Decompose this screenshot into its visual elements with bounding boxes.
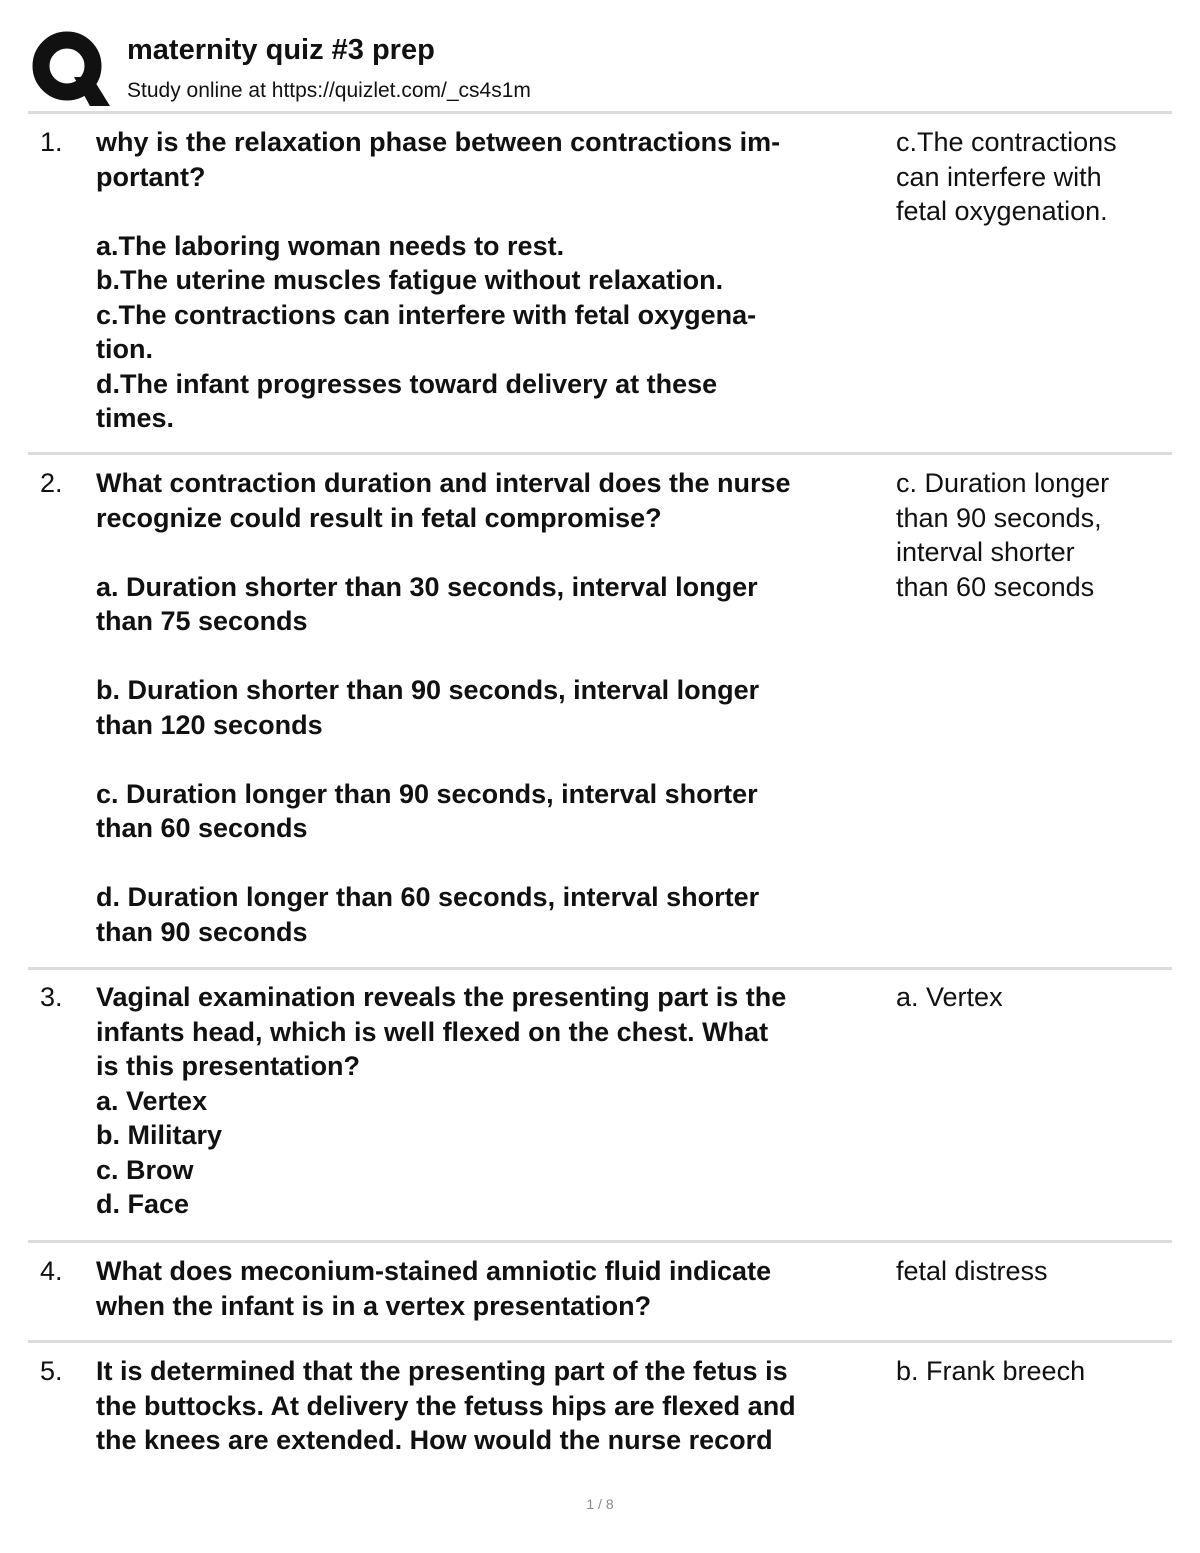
question-line: than 90 seconds	[96, 916, 308, 947]
answer-line: fetal oxygenation.	[896, 196, 1108, 226]
question-text	[96, 1354, 888, 1458]
question-text	[96, 980, 888, 1222]
question-line: Vaginal examination reveals the presenting part is the	[96, 982, 787, 1012]
question-line: the knees are extended. How would the nurse record	[96, 1425, 773, 1455]
question-line: d. Duration longer than 60 seconds, interval shorter	[96, 882, 760, 912]
card-number: 1.	[40, 127, 63, 157]
question-line: a. Duration shorter than 30 seconds, interval longer	[96, 571, 758, 602]
question-text	[96, 466, 888, 949]
question-line: is this presentation?	[96, 1051, 361, 1081]
answer-line: c.The contractions	[896, 127, 1117, 157]
question-line: d.The infant progresses toward delivery at these	[96, 368, 718, 399]
question-text	[96, 125, 888, 436]
study-link[interactable]: Study online at https://quizlet.com/_cs4s1m	[127, 79, 531, 102]
card-number: 4.	[40, 1256, 63, 1286]
question-line: b. Military	[96, 1120, 223, 1150]
answer-text	[896, 980, 1176, 1015]
answer-line: can interfere with	[896, 161, 1102, 192]
answer-line: interval shorter	[896, 537, 1075, 567]
question-line: What does meconium-stained amniotic fluid indicate	[96, 1256, 772, 1286]
question-line: b.The uterine muscles fatigue without relaxation.	[96, 265, 724, 295]
blank-line	[96, 742, 888, 777]
divider	[28, 1340, 1172, 1343]
question-line: d. Face	[96, 1189, 190, 1219]
blank-line	[96, 846, 888, 881]
blank-line	[96, 535, 888, 570]
question-text	[96, 1254, 888, 1323]
question-line: why is the relaxation phase between contractions im-	[96, 127, 781, 157]
quizlet-q-logo-icon	[30, 28, 110, 108]
page-indicator: 1 / 8	[586, 1496, 614, 1512]
blank-line	[96, 194, 888, 229]
question-line: recognize could result in fetal compromise?	[96, 502, 662, 533]
question-line: b. Duration shorter than 90 seconds, interval longer	[96, 675, 760, 705]
question-line: It is determined that the presenting part of the fetus is	[96, 1356, 788, 1386]
divider	[28, 967, 1172, 970]
question-line: the buttocks. At delivery the fetuss hips are flexed and	[96, 1390, 796, 1421]
question-line: infants head, which is well flexed on the chest. What	[96, 1016, 769, 1047]
question-line: What contraction duration and interval does the nurse	[96, 468, 791, 498]
question-line: when the infant is in a vertex presentation?	[96, 1290, 652, 1321]
divider	[28, 111, 1172, 114]
question-line: c.The contractions can interfere with fetal oxygena-	[96, 299, 757, 330]
page-header	[30, 28, 1172, 110]
page-title: maternity quiz #3 prep	[127, 34, 435, 66]
answer-line: b. Frank breech	[896, 1356, 1086, 1386]
answer-text	[896, 466, 1176, 604]
card-number: 3.	[40, 982, 63, 1012]
divider	[28, 452, 1172, 455]
answer-line: than 90 seconds,	[896, 502, 1102, 533]
answer-line: than 60 seconds	[896, 571, 1095, 602]
answer-line: fetal distress	[896, 1256, 1048, 1286]
question-line: than 60 seconds	[96, 813, 308, 843]
question-line: than 75 seconds	[96, 606, 308, 636]
answer-text	[896, 1354, 1176, 1389]
question-line: c. Duration longer than 90 seconds, interval shorter	[96, 778, 758, 809]
answer-line: c. Duration longer	[896, 468, 1110, 498]
question-line: a.The laboring woman needs to rest.	[96, 230, 565, 261]
answer-text	[896, 1254, 1176, 1289]
question-line: c. Brow	[96, 1154, 194, 1185]
card-number: 2.	[40, 468, 63, 498]
answer-text	[896, 125, 1176, 229]
question-line: a. Vertex	[96, 1085, 208, 1116]
question-line: times.	[96, 403, 175, 433]
question-line: tion.	[96, 334, 153, 364]
question-line: than 120 seconds	[96, 709, 323, 740]
answer-line: a. Vertex	[896, 982, 1003, 1012]
question-line: portant?	[96, 161, 206, 192]
card-number: 5.	[40, 1356, 63, 1386]
blank-line	[96, 639, 888, 674]
divider	[28, 1240, 1172, 1243]
